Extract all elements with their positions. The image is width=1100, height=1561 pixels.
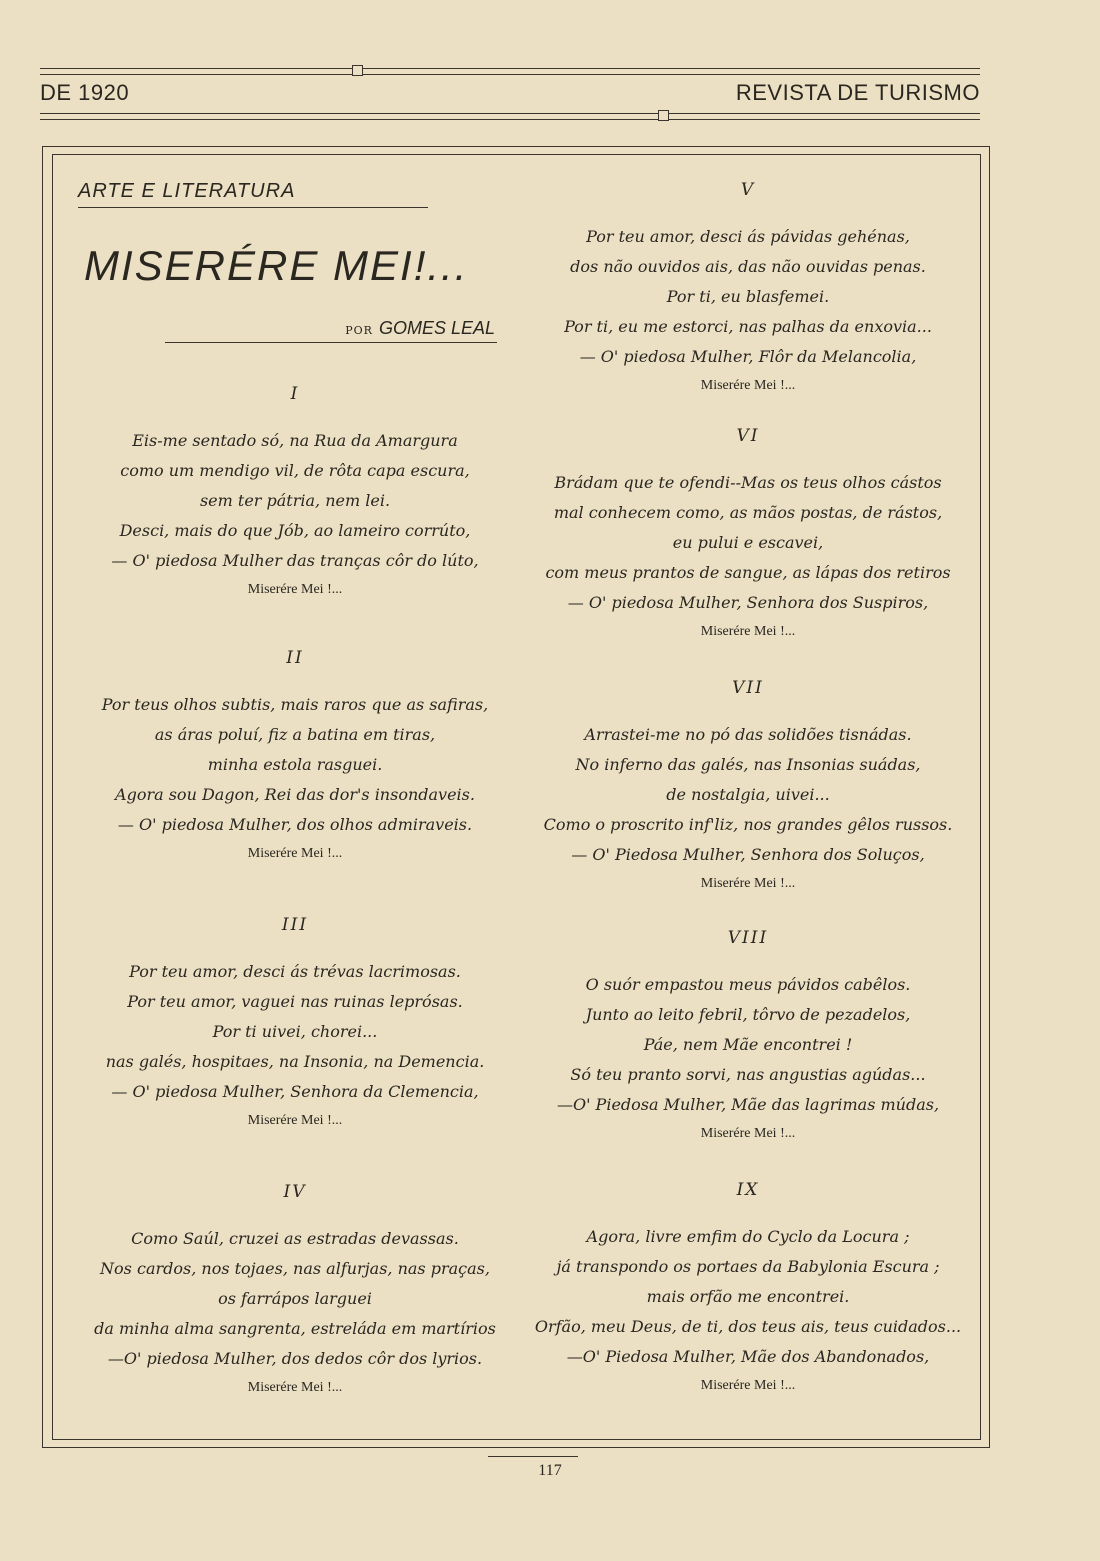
- verse-line: —O' Piedosa Mulher, Mãe dos Abandonados,: [566, 1347, 930, 1366]
- verse-line: sem ter pátria, nem lei.: [199, 491, 391, 510]
- verse-line: mais orfão me encontrei.: [646, 1287, 850, 1306]
- stanza-numeral: IX: [736, 1180, 760, 1200]
- verse-line: — O' piedosa Mulher, Senhora da Clemencia,: [111, 1082, 479, 1101]
- stanza-numeral: IV: [283, 1182, 307, 1202]
- stanza: [528, 180, 968, 400]
- verse-line: — O' piedosa Mulher das tranças côr do lúto,: [111, 551, 479, 570]
- stanza: [80, 915, 510, 1135]
- verse-line: nas galés, hospitaes, na Insonia, na Demencia.: [105, 1052, 485, 1071]
- refrain-line: Miserére Mei !...: [700, 1126, 796, 1141]
- stanza: [528, 1180, 968, 1400]
- verse-line: Agora sou Dagon, Rei das dor's insondaveis.: [115, 785, 475, 804]
- verse-line: com meus prantos de sangue, as lápas dos retiros: [545, 563, 951, 582]
- verse-line: Como Saúl, cruzei as estradas devassas.: [131, 1229, 459, 1248]
- verse-line: Por teus olhos subtis, mais raros que as safiras,: [101, 695, 489, 714]
- verse-line: Eis-me sentado só, na Rua da Amargura: [132, 431, 458, 450]
- verse-line: eu pului e escavei,: [672, 533, 824, 552]
- stanza-numeral: III: [281, 915, 309, 935]
- verse-line: Como o proscrito inf'liz, nos grandes gêlos russos.: [543, 815, 953, 834]
- verse-line: Desci, mais do que Jób, ao lameiro corrúto,: [119, 521, 471, 540]
- stanza: [80, 1182, 510, 1402]
- section-heading: ARTE E LITERATURA: [78, 180, 296, 202]
- verse-line: — O' Piedosa Mulher, Senhora dos Soluços,: [571, 845, 925, 864]
- verse-line: Por ti, eu blasfemei.: [666, 287, 830, 306]
- footer-rule: [488, 1456, 578, 1457]
- verse-line: os farrápos larguei: [218, 1289, 372, 1308]
- page-number: 117: [538, 1462, 562, 1479]
- verse-line: Junto ao leito febril, tôrvo de pezadelos,: [585, 1005, 911, 1024]
- header-left: DE 1920: [40, 80, 130, 105]
- refrain-line: Miserére Mei !...: [247, 582, 343, 597]
- header-right: REVISTA DE TURISMO: [735, 80, 980, 105]
- stanza: [80, 648, 510, 868]
- stanza-numeral: VII: [732, 678, 764, 698]
- verse-line: Páe, nem Mãe encontrei !: [643, 1035, 853, 1054]
- verse-line: Nos cardos, nos tojaes, nas alfurjas, nas praças,: [100, 1259, 490, 1278]
- verse-line: as áras poluí, fiz a batina em tiras,: [154, 725, 436, 744]
- verse-line: Só teu pranto sorvi, nas angustias agúdas...: [570, 1065, 926, 1084]
- refrain-line: Miserére Mei !...: [700, 624, 796, 639]
- stanza: [528, 678, 968, 898]
- stanza-numeral: VIII: [727, 928, 769, 948]
- verse-line: Por teu amor, desci ás pávidas gehénas,: [586, 227, 910, 246]
- stanza: [528, 426, 968, 646]
- verse-line: Arrastei-me no pó das solidões tisnádas.: [584, 725, 912, 744]
- stanza: [80, 384, 510, 604]
- verse-line: mal conhecem como, as mãos postas, de rástos,: [553, 503, 943, 522]
- verse-line: Por teu amor, vaguei nas ruinas leprósas.: [127, 992, 463, 1011]
- verse-line: já transpondo os portaes da Babylonia Escura ;: [556, 1257, 940, 1276]
- verse-line: O suór empastou meus pávidos cabêlos.: [585, 975, 911, 994]
- author-name: GOMES LEAL: [378, 318, 495, 338]
- poem-title: MISERÉRE MEI!...: [84, 242, 469, 289]
- verse-line: Agora, livre emfim do Cyclo da Locura ;: [586, 1227, 910, 1246]
- verse-line: Orfão, meu Deus, de ti, dos teus ais, teus cuidados...: [534, 1317, 962, 1336]
- verse-line: da minha alma sangrenta, estreláda em martírios: [94, 1319, 496, 1338]
- verse-line: Por ti uivei, chorei...: [212, 1022, 378, 1041]
- refrain-line: Miserére Mei !...: [247, 1113, 343, 1128]
- right-column: [528, 0, 968, 1561]
- stanza-numeral: I: [290, 384, 300, 404]
- verse-line: minha estola rasguei.: [207, 755, 383, 774]
- refrain-line: Miserére Mei !...: [247, 846, 343, 861]
- refrain-line: Miserére Mei !...: [700, 1378, 796, 1393]
- verse-line: dos não ouvidos ais, das não ouvidas penas.: [570, 257, 926, 276]
- stanza-numeral: VI: [736, 426, 760, 446]
- stanza-numeral: II: [286, 648, 304, 668]
- verse-line: como um mendigo vil, de rôta capa escura,: [120, 461, 470, 480]
- verse-line: —O' Piedosa Mulher, Mãe das lagrimas múdas,: [556, 1095, 940, 1114]
- refrain-line: Miserére Mei !...: [700, 876, 796, 891]
- refrain-line: Miserére Mei !...: [700, 378, 796, 393]
- refrain-line: Miserére Mei !...: [247, 1380, 343, 1395]
- verse-line: de nostalgia, uivei...: [666, 785, 830, 804]
- byline-prefix: POR: [345, 324, 373, 337]
- stanza: [528, 928, 968, 1148]
- left-column: [80, 0, 510, 1561]
- verse-line: Por teu amor, desci ás trévas lacrimosas.: [129, 962, 461, 981]
- verse-line: No inferno das galés, nas Insonias suádas,: [575, 755, 921, 774]
- verse-line: Brádam que te ofendi--Mas os teus olhos cástos: [554, 473, 942, 492]
- verse-line: —O' piedosa Mulher, dos dedos côr dos lyrios.: [107, 1349, 483, 1368]
- stanza-numeral: V: [740, 180, 756, 200]
- verse-line: — O' piedosa Mulher, Flôr da Melancolia,: [579, 347, 917, 366]
- verse-line: — O' piedosa Mulher, dos olhos admiraveis.: [117, 815, 473, 834]
- verse-line: Por ti, eu me estorci, nas palhas da enxovia...: [564, 317, 932, 336]
- verse-line: — O' piedosa Mulher, Senhora dos Suspiros,: [567, 593, 929, 612]
